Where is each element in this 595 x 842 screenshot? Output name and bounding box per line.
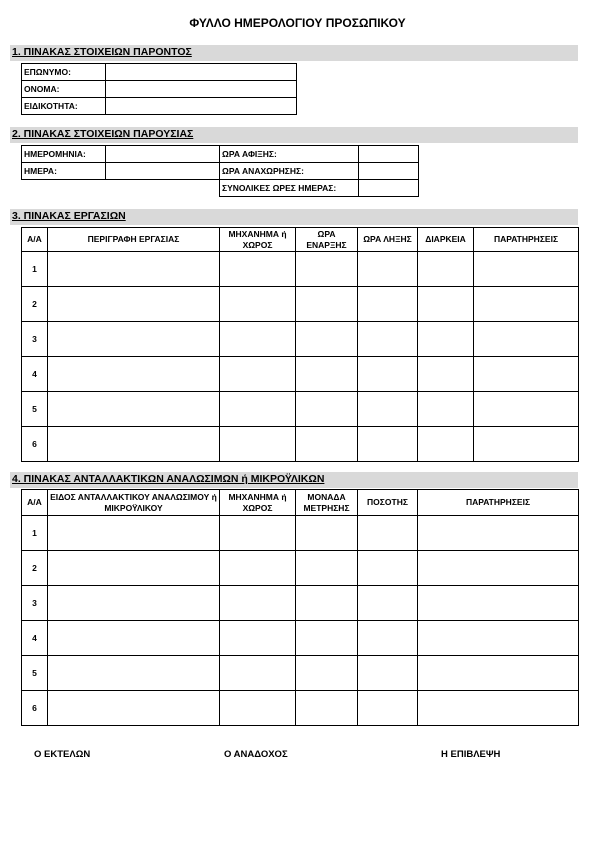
task-cell[interactable] [296,287,358,322]
material-cell[interactable] [296,621,358,656]
row-number: 3 [22,586,48,621]
receiver-signature-label: Ο ΑΝΑΔΟΧΟΣ [224,749,288,760]
material-cell[interactable] [296,586,358,621]
material-cell[interactable] [48,621,220,656]
surname-field[interactable] [106,64,297,81]
col-header-unit: ΜΟΝΑΔΑ ΜΕΤΡΗΣΗΣ [296,490,358,516]
date-label: ΗΜΕΡΟΜΗΝΙΑ: [22,146,106,163]
arrival-label: ΩΡΑ ΑΦΙΞΗΣ: [220,146,359,163]
task-cell[interactable] [418,392,474,427]
empty-cell [22,180,106,197]
section4-header [10,472,578,488]
task-cell[interactable] [220,392,296,427]
task-cell[interactable] [296,322,358,357]
material-cell[interactable] [48,691,220,726]
col-header-task-description: ΠΕΡΙΓΡΑΦΗ ΕΡΓΑΣΙΑΣ [48,228,220,252]
task-cell[interactable] [220,252,296,287]
material-cell[interactable] [418,586,579,621]
table-row [22,322,579,357]
materials-table [21,489,579,726]
task-cell[interactable] [296,357,358,392]
task-cell[interactable] [418,252,474,287]
task-cell[interactable] [358,322,418,357]
task-cell[interactable] [48,357,220,392]
row-number: 2 [22,287,48,322]
row-number: 4 [22,357,48,392]
task-cell[interactable] [474,427,579,462]
specialty-label: ΕΙΔΙΚΟΤΗΤΑ: [22,98,106,115]
task-cell[interactable] [474,322,579,357]
col-header-notes: ΠΑΡΑΤΗΡΗΣΕΙΣ [418,490,579,516]
total-hours-label: ΣΥΝΟΛΙΚΕΣ ΩΡΕΣ ΗΜΕΡΑΣ: [220,180,359,197]
arrival-field[interactable] [359,146,419,163]
table-row [22,656,579,691]
row-number: 6 [22,427,48,462]
row-number: 1 [22,516,48,551]
material-cell[interactable] [358,691,418,726]
section4-title: 4. ΠΙΝΑΚΑΣ ΑΝΤΑΛΛΑΚΤΙΚΩΝ ΑΝΑΛΩΣΙΜΩΝ ή ΜΙΚΡΟΫΛΙΚΩΝ [12,473,325,485]
task-cell[interactable] [474,357,579,392]
col-header-quantity: ΠΟΣΟΤΗΣ [358,490,418,516]
table-row [22,392,579,427]
page-title: ΦΥΛΛΟ ΗΜΕΡΟΛΟΓΙΟΥ ΠΡΟΣΩΠΙΚΟΥ [189,16,406,30]
material-cell[interactable] [220,691,296,726]
task-cell[interactable] [474,287,579,322]
task-cell[interactable] [220,357,296,392]
section1-title: 1. ΠΙΝΑΚΑΣ ΣΤΟΙΧΕΙΩΝ ΠΑΡΟΝΤΟΣ [12,46,192,58]
task-cell[interactable] [358,357,418,392]
material-cell[interactable] [358,656,418,691]
section2-header [10,127,578,143]
task-cell[interactable] [296,252,358,287]
task-cell[interactable] [220,427,296,462]
task-cell[interactable] [358,287,418,322]
material-cell[interactable] [48,516,220,551]
task-cell[interactable] [418,287,474,322]
col-header-aa: Α/Α [22,228,48,252]
col-header-aa: Α/Α [22,490,48,516]
total-hours-field[interactable] [359,180,419,197]
material-cell[interactable] [220,586,296,621]
col-header-machine-or-area: ΜΗΧΑΝΗΜΑ ή ΧΩΡΟΣ [220,228,296,252]
day-label: ΗΜΕΡΑ: [22,163,106,180]
task-cell[interactable] [474,252,579,287]
col-header-duration: ΔΙΑΡΚΕΙΑ [418,228,474,252]
supervision-signature-label: Η ΕΠΙΒΛΕΨΗ [441,749,501,760]
section3-header [10,209,578,225]
task-cell[interactable] [296,427,358,462]
material-cell[interactable] [48,551,220,586]
table-row [22,427,579,462]
material-cell[interactable] [296,551,358,586]
material-cell[interactable] [418,516,579,551]
table-row [22,551,579,586]
task-cell[interactable] [296,392,358,427]
row-number: 4 [22,621,48,656]
material-cell[interactable] [358,621,418,656]
material-cell[interactable] [220,516,296,551]
table-row [22,586,579,621]
col-header-start-time: ΩΡΑ ΕΝΑΡΞΗΣ [296,228,358,252]
table-row [22,621,579,656]
departure-field[interactable] [359,163,419,180]
material-cell[interactable] [358,516,418,551]
row-number: 5 [22,392,48,427]
task-cell[interactable] [418,427,474,462]
material-cell[interactable] [48,656,220,691]
tasks-table [21,227,579,462]
surname-label: ΕΠΩΝΥΜΟ: [22,64,106,81]
table-row [22,691,579,726]
name-label: ΟΝΟΜΑ: [22,81,106,98]
row-number: 3 [22,322,48,357]
row-number: 5 [22,656,48,691]
task-cell[interactable] [418,357,474,392]
material-cell[interactable] [418,691,579,726]
table-row [22,357,579,392]
material-cell[interactable] [296,691,358,726]
material-cell[interactable] [296,516,358,551]
material-cell[interactable] [358,586,418,621]
attendance-table [21,145,419,197]
task-cell[interactable] [220,287,296,322]
task-cell[interactable] [48,322,220,357]
name-field[interactable] [106,81,297,98]
task-cell[interactable] [358,252,418,287]
table-row [22,516,579,551]
task-cell[interactable] [48,427,220,462]
executor-signature-label: Ο ΕΚΤΕΛΩΝ [34,749,91,760]
material-cell[interactable] [418,656,579,691]
specialty-field[interactable] [106,98,297,115]
task-cell[interactable] [358,427,418,462]
task-cell[interactable] [358,392,418,427]
material-cell[interactable] [220,621,296,656]
empty-cell [106,180,220,197]
col-header-item-type: ΕΙΔΟΣ ΑΝΤΑΛΛΑΚΤΙΚΟΥ ΑΝΑΛΩΣΙΜΟΥ ή ΜΙΚΡΟΫΛΙΚΟΥ [48,490,220,516]
task-cell[interactable] [418,322,474,357]
personal-info-table [21,63,297,115]
task-cell[interactable] [220,322,296,357]
material-cell[interactable] [48,586,220,621]
task-cell[interactable] [48,287,220,322]
table-row [22,287,579,322]
col-header-notes: ΠΑΡΑΤΗΡΗΣΕΙΣ [474,228,579,252]
task-cell[interactable] [48,392,220,427]
date-field[interactable] [106,146,220,163]
material-cell[interactable] [220,551,296,586]
col-header-end-time: ΩΡΑ ΛΗΞΗΣ [358,228,418,252]
material-cell[interactable] [296,656,358,691]
col-header-machine-or-area: ΜΗΧΑΝΗΜΑ ή ΧΩΡΟΣ [220,490,296,516]
day-field[interactable] [106,163,220,180]
material-cell[interactable] [418,551,579,586]
section2-title: 2. ΠΙΝΑΚΑΣ ΣΤΟΙΧΕΙΩΝ ΠΑΡΟΥΣΙΑΣ [12,128,194,140]
material-cell[interactable] [358,551,418,586]
task-cell[interactable] [474,392,579,427]
task-cell[interactable] [48,252,220,287]
row-number: 2 [22,551,48,586]
departure-label: ΩΡΑ ΑΝΑΧΩΡΗΣΗΣ: [220,163,359,180]
row-number: 1 [22,252,48,287]
material-cell[interactable] [418,621,579,656]
material-cell[interactable] [220,656,296,691]
section3-title: 3. ΠΙΝΑΚΑΣ ΕΡΓΑΣΙΩΝ [12,210,126,222]
section1-header [10,45,578,61]
row-number: 6 [22,691,48,726]
table-row [22,252,579,287]
